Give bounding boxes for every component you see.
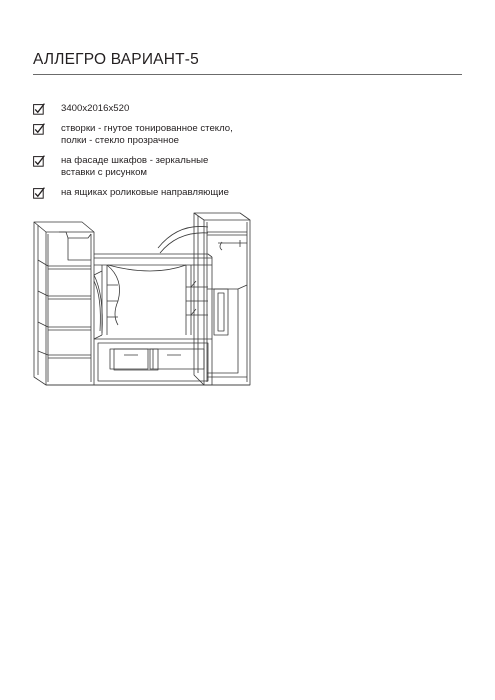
- left-cabinet: [34, 222, 94, 385]
- checkbox-checked-icon: [33, 187, 45, 199]
- feature-text-line: вставки с рисунком: [61, 167, 148, 178]
- checkbox-checked-icon: [33, 155, 45, 167]
- feature-text-line: полки - стекло прозрачное: [61, 135, 180, 146]
- checkbox-checked-icon: [33, 123, 45, 135]
- feature-text-line: створки - гнутое тонированное стекло,: [61, 122, 233, 134]
- feature-text-line: 3400x2016x520: [61, 103, 130, 114]
- feature-text-line: на ящиках роликовые направляющие: [61, 186, 229, 198]
- feature-text-line: на фасаде шкафов - зеркальные: [61, 154, 209, 166]
- feature-item-dimensions: [33, 103, 453, 115]
- feature-item-drawers: [33, 187, 453, 199]
- feature-item-glass: [33, 123, 453, 148]
- feature-item-mirror: [33, 155, 453, 180]
- feature-list: [33, 103, 453, 206]
- title-divider: [33, 74, 462, 75]
- furniture-wall-unit-drawing: [28, 205, 264, 387]
- page-title: АЛЛЕГРО ВАРИАНТ-5: [33, 51, 199, 68]
- right-wardrobe: [194, 213, 250, 385]
- glass-door-left: [94, 275, 102, 333]
- right-open-shelves: [186, 257, 212, 339]
- checkbox-checked-icon: [33, 103, 45, 115]
